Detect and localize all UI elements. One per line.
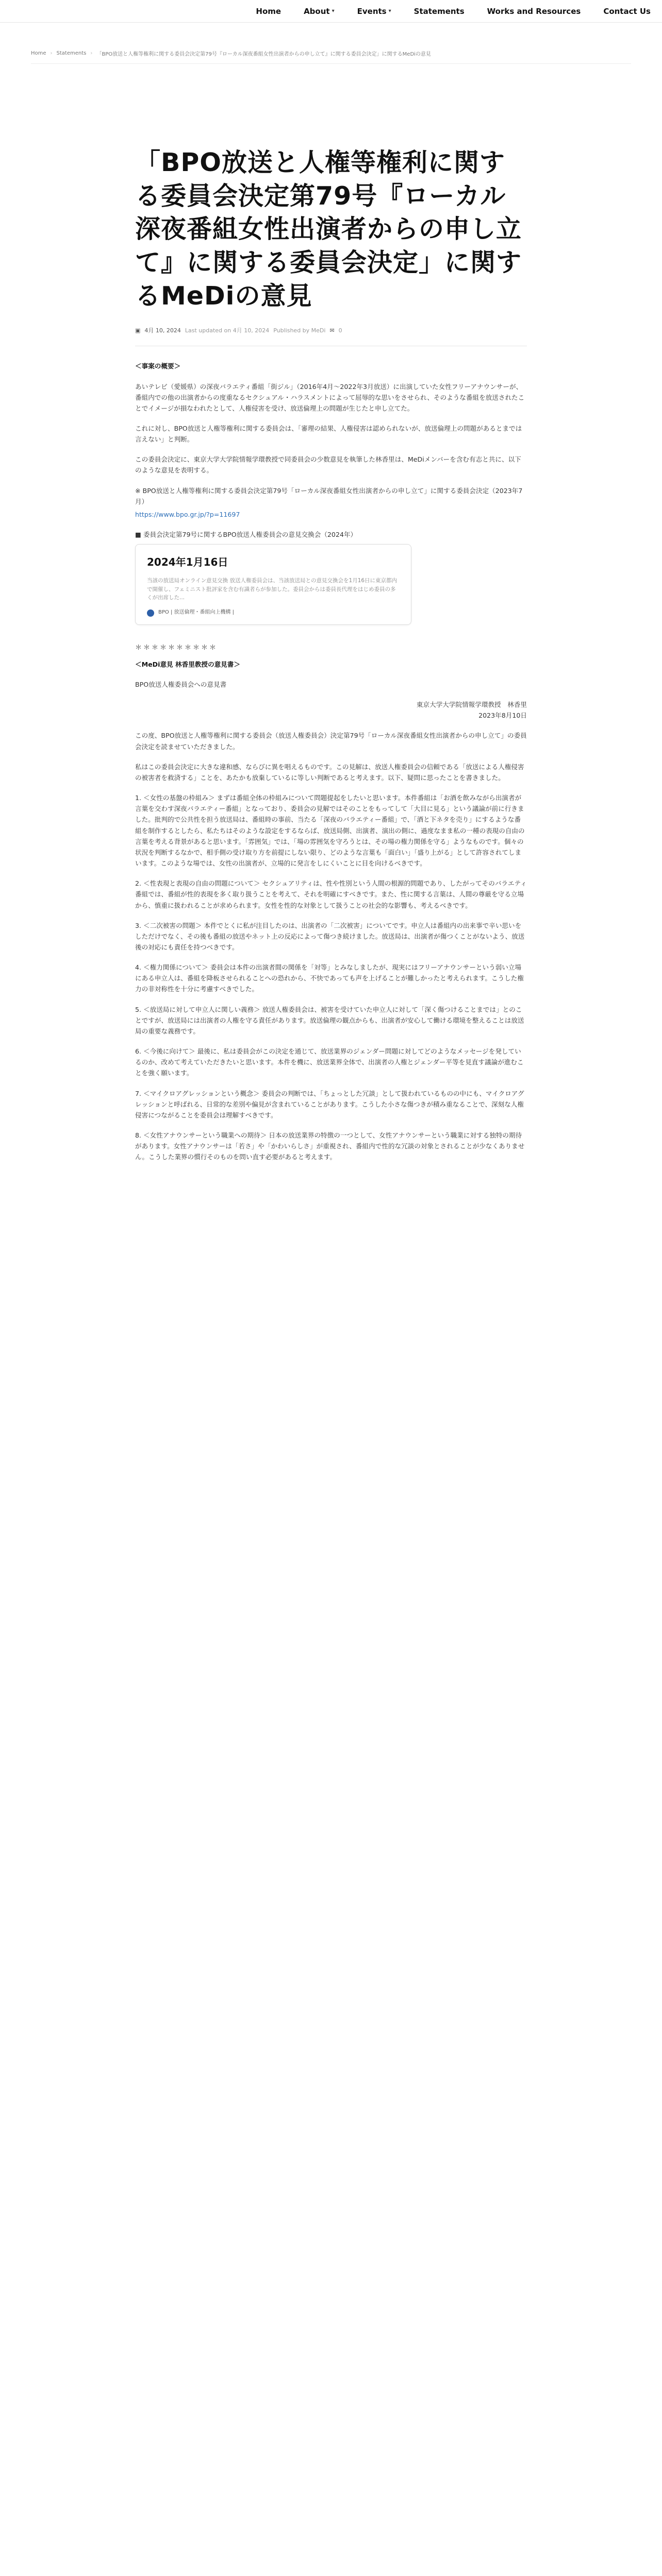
summary-heading: ＜事案の概要＞ <box>135 362 181 370</box>
paragraph: この度、BPO放送と人権等権利に関する委員会（放送人権委員会）決定第79号「ローカル深夜番組女性出演者からの申し立て」の委員会決定を読ませていただきました。 <box>135 732 527 751</box>
reference-label-2: ■ 委員会決定第79号に関するBPO放送人権委員会の意見交換会（2024年） <box>135 531 357 539</box>
opinion-point: 6. ＜今後に向けて＞ 最後に、私は委員会がこの決定を通じて、放送業界のジェンダー問題に対してどのようなメッセージを発しているのか、改めて考えていただきたいと思います。本件を機に、放送業界全体で、出演者の人権とジェンダー平等を見直す議論が進むことを強く願います。 <box>135 1047 524 1077</box>
page-title: 「BPO放送と人権等権利に関する委員会決定第79号『ローカル深夜番組女性出演者からの申し立て』に関する委員会決定」に関するMeDiの意見 <box>135 148 522 311</box>
nav-item-label: Events <box>357 6 387 16</box>
paragraph: この委員会決定に、東京大学大学院情報学環教授で同委員会の少数意見を執筆した林香里は、MeDiメンバーを含む有志と共に、以下のような意見を表明する。 <box>135 455 521 474</box>
nav-item-label: Statements <box>413 6 465 16</box>
embed-excerpt: 当該の放送局オンライン意見交換 放送人権委員会は、当該放送局との意見交換会を1月16日に東京都内で開催し、フェミニスト批評家を含む有識者らが参加した。委員会からは委員長代理をはじめ委員の多くが出席した... <box>147 577 398 601</box>
nav-item-about[interactable] <box>304 7 335 16</box>
post-updated: Last updated on 4月 10, 2024 <box>185 327 270 334</box>
paragraph: これに対し、BPO放送と人権等権利に関する委員会は、「審理の結果、人権侵害は認められないが、放送倫理上の問題があるとまでは言えない」と判断。 <box>135 424 522 444</box>
opinion-point: 3. ＜二次被害の問題＞ 本件でとくに私が注目したのは、出演者の「二次被害」についてです。申立人は番組内の出来事で辛い思いをしただけでなく、その後も番組の放送やネット上の反応によって傷つき続けました。放送局は、出演者が傷つくことがないよう、放送後の対応にも責任を持つべきです。 <box>135 921 525 951</box>
embedded-link-card[interactable] <box>135 544 411 625</box>
breadcrumb-current: 「BPO放送と人権等権利に関する委員会決定第79号『ローカル深夜番組女性出演者からの申し立て』に関する委員会決定」に関するMeDiの意見 <box>96 52 431 57</box>
calendar-icon: ▣ <box>135 327 141 334</box>
paragraph: あいテレビ（愛媛県）の深夜バラエティ番組「街ジル」（2016年4月〜2022年3月放送）に出演していた女性フリーアナウンサーが、番組内での他の出演者からの度重なるセクシュアル・ハラスメントによって屈辱的な思いをさせられ、そのような番組を放送されたことでイメージが損なわれたとして、人権侵害を受け、放送倫理上の問題が生じたと申し立てた。 <box>135 382 525 412</box>
opinion-point: 2. ＜性表現と表現の自由の問題について＞ セクシュアリティは、性や性別という人間の根源的問題であり、したがってそのバラエティ番組では、番組が性的表現を多く取り扱うことを考えて、それを明確にすべきです。また、性に関する言葉は、人間の尊厳を守る立場から、慎重に扱われることが求められます。女性を性的な対象として扱うことの社会的な影響も、考えるべきです。 <box>135 879 527 909</box>
chevron-down-icon: ▾ <box>332 8 335 14</box>
comment-icon[interactable]: ✉ <box>329 327 335 334</box>
reference-link[interactable]: https://www.bpo.gr.jp/?p=11697 <box>135 510 240 518</box>
nav-item-label: Contact Us <box>603 6 651 16</box>
article-body <box>135 361 527 1162</box>
embed-date: 2024年1月16日 <box>147 556 228 569</box>
nav-item-contact-us[interactable] <box>603 7 651 16</box>
nav-item-statements[interactable] <box>414 7 465 16</box>
chevron-down-icon: ▾ <box>388 8 391 14</box>
breadcrumb-separator-icon: › <box>50 50 53 56</box>
breadcrumb-statements-link[interactable]: Statements <box>56 50 87 56</box>
nav-item-label: Home <box>256 6 282 16</box>
opinion-point: 7. ＜マイクロアグレッションという概念＞ 委員会の判断では、「ちょっとした冗談」として扱われているものの中にも、マイクロアグレッションと呼ばれる、日常的な差別や偏見が含まれていることがあります。こうした小さな傷つきが積み重なることで、深刻な人権侵害につながることを委員会は理解すべきです。 <box>135 1089 524 1119</box>
paragraph: 私はこの委員会決定に大きな違和感、ならびに異を唱えるものです。この見解は、放送人権委員会の信頼である「放送による人権侵害の被害者を救済する」ことを、あたかも放棄しているに等しい判断であると考えます。以下、疑問に思ったことを書きました。 <box>135 762 524 782</box>
nav-item-home[interactable] <box>256 7 281 16</box>
article <box>135 64 527 1162</box>
post-author: Published by MeDi <box>273 327 326 334</box>
top-navigation <box>0 0 662 23</box>
author-affiliation: 東京大学大学院情報学環教授 林香里 <box>416 701 527 709</box>
star-separator: ＊＊＊＊＊＊＊＊＊＊ <box>135 644 218 652</box>
embed-source: BPO | 放送倫理・番組向上機構 | <box>158 609 235 616</box>
post-date: 4月 10, 2024 <box>144 327 181 334</box>
opinion-point: 1. ＜女性の基盤の枠組み＞ まずは番組全体の枠組みについて問題提起をしたいと思います。本件番組は「お酒を飲みながら出演者が言葉を交わす深夜バラエティー番組」となっており、委員会の見解ではそのことをもってして「大目に見る」という議論が前に行きました。批判的で公共性を担う放送局は、番組時の事前、当たる「深夜のバラエティー番組」で、「酒と下ネタを売り」にするような番組を制作するとしたら、私たちはそのような設定をするならば、放送局側、出演者、演出の側に、過度なまま私の一種の表現の自由の言葉を考える背景があると思います。「雰囲気」では、「場の雰囲気を守ろうとは、その場の権力関係を守る」ようなものです。個々の状況を判断するなかで、相手側の受け取り方を前提にしない限り、どのような言葉も「面白い」「盛り上がる」として許容されてしまいます。このような場では、女性の出演者が、立場的に発言をしにくいことに目を向けるべきです。 <box>135 794 525 868</box>
signature-date: 2023年8月10日 <box>478 711 527 720</box>
opinion-point: 4. ＜権力関係について＞ 委員会は本件の出演者間の関係を「対等」とみなしましたが、現実にはフリーアナウンサーという弱い立場にある申立人は、番組を降板させられることへの恐れから、不快であっても声を上げることが難しかったと考えられます。こうした権力の非対称性を十分に考慮すべきでした。 <box>135 963 524 993</box>
embed-footer <box>147 608 400 617</box>
breadcrumb-separator-icon: › <box>90 50 93 56</box>
breadcrumb <box>31 49 631 64</box>
opinion-point: 5. ＜放送局に対して申立人に関しい義務＞ 放送人権委員会は、被害を受けていた申立人に対して「深く傷つけることまでは」とのことですが、放送局には出演者の人権を守る責任があります。放送倫理の観点からも、出演者が安心して働ける環境を整えることは放送局の重要な義務です。 <box>135 1005 524 1035</box>
breadcrumb-home-link[interactable]: Home <box>31 50 46 56</box>
nav-item-events[interactable] <box>357 7 391 16</box>
opinion-heading: ＜MeDi意見 林香里教授の意見書＞ <box>135 660 240 668</box>
comment-count[interactable]: 0 <box>338 327 342 334</box>
signature-block <box>135 699 527 721</box>
reference-label: ※ BPO放送と人権等権利に関する委員会決定第79号「ローカル深夜番組女性出演者からの申し立て」に関する委員会決定（2023年7月） <box>135 486 523 505</box>
post-meta <box>135 326 527 334</box>
nav-item-works-and-resources[interactable] <box>487 7 581 16</box>
bpo-logo-icon <box>147 609 154 617</box>
opinion-subheading: BPO放送人権委員会への意見書 <box>135 681 227 688</box>
opinion-point: 8. ＜女性アナウンサーという職業への期待＞ 日本の放送業界の特徴の一つとして、女性アナウンサーという職業に対する独特の期待があります。女性アナウンサーは「若さ」や「かわいらしさ」が重視され、番組内で性的な冗談の対象とされることが少なくありません。こうした業界の慣行そのものを問い直す必要があると考えます。 <box>135 1131 525 1161</box>
nav-item-label: Works and Resources <box>487 6 581 16</box>
nav-item-label: About <box>304 6 330 16</box>
